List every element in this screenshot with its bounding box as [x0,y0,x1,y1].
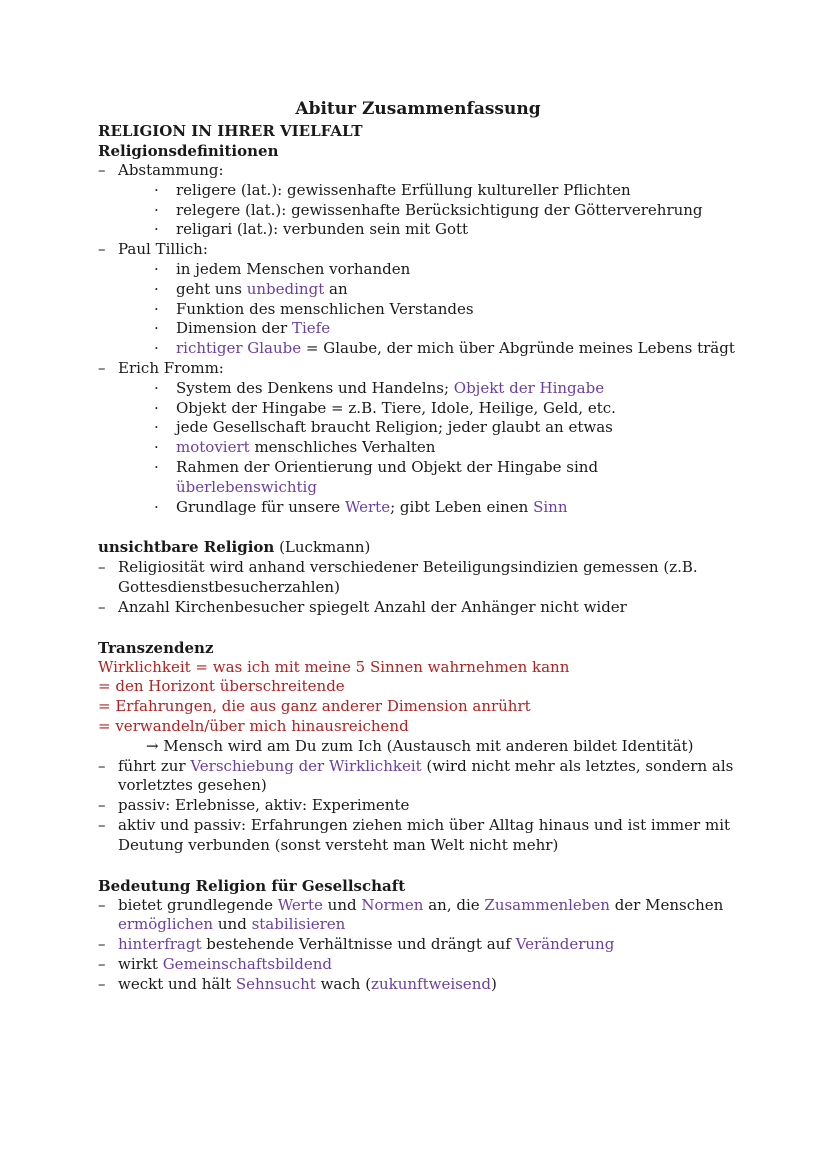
bullet-marker: · [154,180,159,199]
text-span: an [324,279,348,298]
highlight-term: hinterfragt [118,935,202,954]
list-item [98,757,738,797]
highlight-term: unbedingt [246,279,325,298]
bullet-marker: · [154,378,159,397]
bullet-item [98,418,738,438]
list-item [98,161,738,181]
bullet-text: Funktion des menschlichen Verstandes [176,299,474,318]
list-item [98,558,738,598]
text-span: Rahmen der Orientierung und Objekt der Hingabe sind [176,457,599,476]
dash-marker: – [98,954,106,973]
section-heading-luckmann [98,537,738,558]
arrow-line: → Mensch wird am Du zum Ich (Austausch mit anderen bildet Identität) [146,736,694,755]
text-span: ) [490,974,497,993]
list-item [98,816,738,856]
list-item [98,896,738,936]
bullet-item [98,379,738,399]
bullet-marker: · [154,497,159,516]
highlight-term: Werte [344,497,391,516]
list-text: Anzahl Kirchenbesucher spiegelt Anzahl der Anhänger nicht wider [118,597,627,616]
highlight-term: zukunftweisend [371,974,491,993]
highlight-term: Veränderung [515,935,615,954]
document-page [98,98,738,994]
dash-marker: – [98,558,106,577]
highlight-term: Zusammenleben [484,895,610,914]
list-item [98,359,738,379]
fromm-label: Erich Fromm: [118,358,224,377]
highlight-term: Gemeinschaftsbildend [162,954,333,973]
bullet-marker: · [154,299,159,318]
text-span: menschliches Verhalten [249,438,436,457]
bullet-marker: · [154,279,159,298]
bullet-marker: · [154,398,159,417]
section-heading-transzendenz: Transzendenz [98,638,214,657]
bullet-item [98,201,738,221]
abstammung-label: Abstammung: [118,161,224,179]
bullet-item [98,399,738,419]
bullet-text: religari (lat.): verbunden sein mit Gott [176,220,469,239]
list-item [98,975,738,995]
bullet-item [98,181,738,201]
highlight-term: Tiefe [291,319,331,338]
bullet-marker: · [154,457,159,476]
text-span: System des Denkens und Handelns; [176,378,454,397]
list-item [98,955,738,975]
text-span: der Menschen [609,895,724,914]
spacer [98,856,738,876]
text-span: Grundlage für unsere [176,497,345,516]
bullet-item [98,498,738,518]
list-item [98,796,738,816]
highlight-term: Objekt der Hingabe [453,378,605,397]
dash-marker: – [98,796,106,815]
bullet-item [98,339,738,359]
dash-marker: – [98,815,106,834]
spacer [98,618,738,638]
dash-marker: – [98,358,106,377]
text-span: (wird nicht mehr als letztes, sondern als vorletztes gesehen) [118,756,734,795]
dash-marker: – [98,240,106,259]
red-definition-line: Wirklichkeit = was ich mit meine 5 Sinnen wahrnehmen kann [98,657,570,676]
list-text: aktiv und passiv: Erfahrungen ziehen mich über Alltag hinaus und ist immer mit Deutung verbunden (sonst versteht man Welt nicht mehr) [118,815,731,854]
bullet-text: religere (lat.): gewissenhafte Erfüllung kultureller Pflichten [176,180,631,199]
text-span: bestehende Verhältnisse und drängt auf [201,935,516,954]
text-span: weckt und hält [118,974,236,993]
text-span: führt zur [118,756,191,775]
text-span: und [322,895,362,914]
spacer [98,517,738,537]
bullet-marker: · [154,438,159,457]
bullet-marker: · [154,339,159,358]
list-item [98,935,738,955]
dash-marker: – [98,935,106,954]
bullet-item [98,438,738,458]
text-span: bietet grundlegende [118,895,278,914]
list-text: passiv: Erlebnisse, aktiv: Experimente [118,796,410,815]
bullet-text: relegere (lat.): gewissenhafte Berücksichtigung der Götterverehrung [176,200,703,219]
dash-marker: – [98,895,106,914]
text-span: wach ( [315,974,372,993]
red-definition-line: = den Horizont überschreitende [98,677,345,696]
dash-marker: – [98,161,106,179]
bullet-item [98,300,738,320]
highlight-term: Sehnsucht [235,974,316,993]
list-text: Religiosität wird anhand verschiedener Beteiligungsindizien gemessen (z.B. Gottesdienstbesucherzahlen) [118,558,698,596]
bullet-marker: · [154,200,159,219]
heading-suffix: (Luckmann) [274,538,371,557]
bullet-marker: · [154,418,159,437]
dash-marker: – [98,756,106,775]
text-span: und [213,915,252,934]
heading-text: unsichtbare Religion [98,538,275,557]
text-span: ; gibt Leben einen [390,497,534,516]
bullet-text: in jedem Menschen vorhanden [176,259,411,278]
text-span: wirkt [118,954,163,973]
red-definition-line: = Erfahrungen, die aus ganz anderer Dimension anrührt [98,697,531,716]
list-item [98,240,738,260]
bullet-item [98,260,738,280]
dash-marker: – [98,974,106,993]
bullet-item [98,319,738,339]
tillich-label: Paul Tillich: [118,240,208,259]
text-span: = Glaube, der mich über Abgründe meines Lebens trägt [301,339,735,358]
highlight-term: stabilisieren [251,915,346,934]
bullet-item [98,220,738,240]
highlight-term: Werte [277,895,323,914]
highlight-term: Normen [361,895,424,914]
text-span: Dimension der [176,319,292,338]
bullet-item [98,458,738,498]
highlight-term: richtiger Glaube [176,339,302,358]
bullet-marker: · [154,259,159,278]
text-span: geht uns [176,279,247,298]
section-heading-gesellschaft: Bedeutung Religion für Gesellschaft [98,876,406,895]
highlight-term: motoviert [176,438,250,457]
list-item [98,598,738,618]
bullet-text: jede Gesellschaft braucht Religion; jeder glaubt an etwas [176,418,613,437]
bullet-marker: · [154,319,159,338]
text-span: an, die [423,895,485,914]
bullet-marker: · [154,220,159,239]
bullet-text: Objekt der Hingabe = z.B. Tiere, Idole, Heilige, Geld, etc. [176,398,616,417]
highlight-term: überlebenswichtig [176,477,317,496]
highlight-term: ermöglichen [118,915,214,934]
bullet-item [98,280,738,300]
subheading-definitions: Religionsdefinitionen [98,142,279,160]
red-definition-line: = verwandeln/über mich hinausreichend [98,716,409,735]
highlight-term: Sinn [533,497,568,516]
highlight-term: Verschiebung der Wirklichkeit [190,756,422,775]
dash-marker: – [98,597,106,616]
document-title: Abitur Zusammenfassung [295,99,541,119]
section-heading-religion: RELIGION IN IHRER VIELFALT [98,122,363,140]
